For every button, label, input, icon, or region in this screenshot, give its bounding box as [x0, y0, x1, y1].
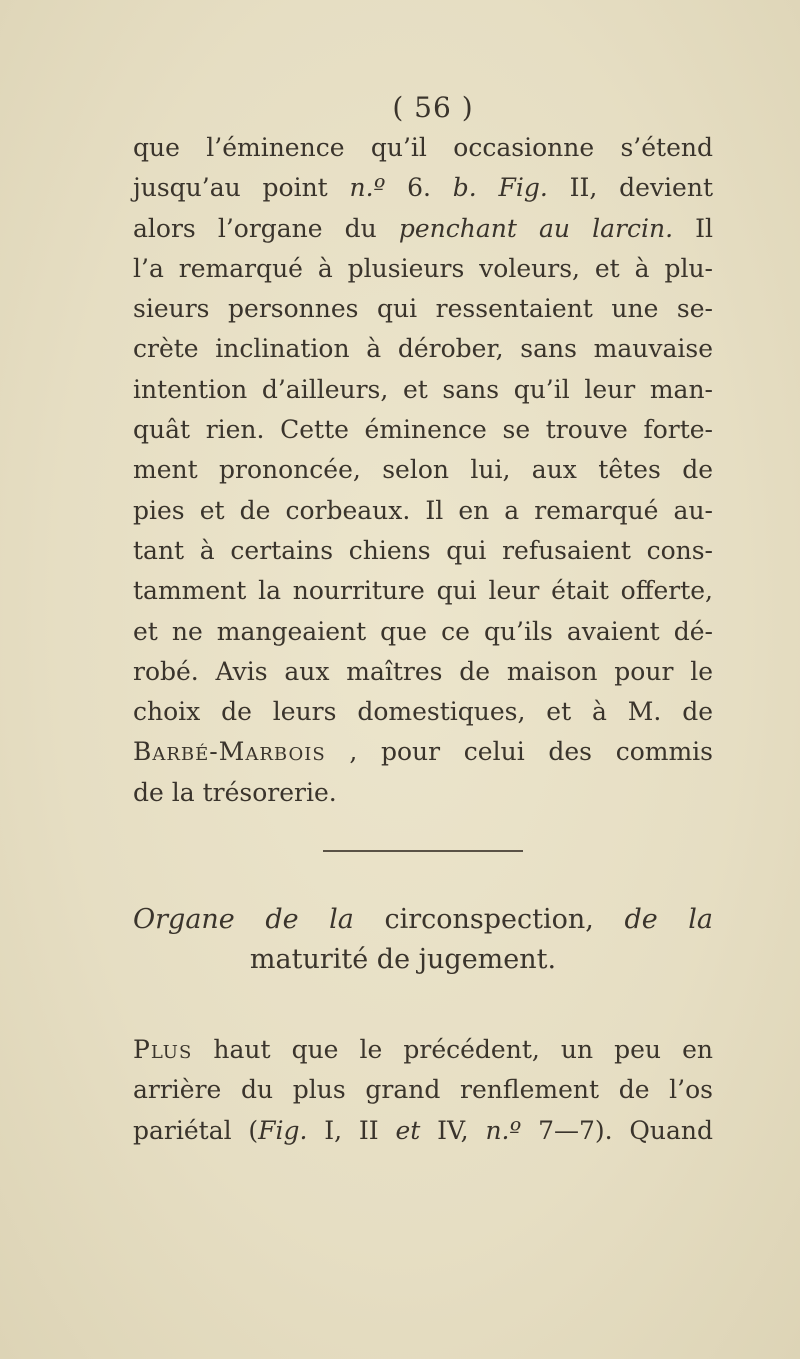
text-line: et ne mangeaient que ce qu’ils avaient dé-	[133, 616, 713, 646]
italic-letter: b.	[452, 173, 477, 203]
text-line: pies et de corbeaux. Il en a remarqué au-	[133, 495, 713, 525]
italic-et: et	[395, 1115, 421, 1145]
italic-organ-name: penchant au larcin.	[398, 213, 674, 243]
text-line: que l’éminence qu’il occasionne s’étend	[133, 133, 713, 162]
text-span: haut que le précédent, un peu en	[213, 1035, 713, 1065]
page-number: ( 56 )	[392, 91, 474, 124]
italic-fig: Fig.	[498, 173, 548, 203]
italic-fig: Fig.	[258, 1115, 308, 1145]
text-line	[133, 1030, 713, 1070]
page-content	[133, 88, 713, 1151]
text-line: arrière du plus grand renflement de l’os	[133, 1075, 713, 1105]
paragraph-circonspection	[133, 1030, 713, 1151]
heading-line	[133, 900, 713, 940]
text-span: IV,	[437, 1115, 469, 1145]
text-line: choix de leurs domestiques, et à M. de	[133, 697, 713, 727]
text-line: tamment la nourriture qui leur était offerte,	[133, 576, 713, 606]
text-span: I, II	[324, 1115, 379, 1145]
text-span: 6.	[407, 173, 431, 203]
text-line: tant à certains chiens qui refusaient cons-	[133, 535, 713, 565]
text-span: II, devient	[569, 173, 713, 203]
text-span: Il	[695, 213, 713, 243]
text-line: intention d’ailleurs, et sans qu’il leur man-	[133, 374, 713, 404]
italic-abbrev: n.º	[349, 173, 386, 203]
text-line: ment prononcée, selon lui, aux têtes de	[133, 455, 713, 485]
text-span: pariétal (	[133, 1115, 259, 1145]
text-line	[133, 209, 713, 249]
small-caps-lead: Plus	[133, 1035, 193, 1065]
text-span: , pour celui des commis	[349, 737, 713, 767]
text-line: quât rien. Cette éminence se trouve forte-	[133, 415, 713, 445]
text-line: robé. Avis aux maîtres de maison pour le	[133, 656, 713, 686]
text-span: jusqu’au point	[133, 173, 328, 203]
text-line: de la trésorerie.	[133, 777, 337, 807]
text-span: 7—7). Quand	[538, 1115, 713, 1145]
text-line: l’a remarqué à plusieurs voleurs, et à plu-	[133, 253, 713, 283]
section-divider	[323, 850, 523, 852]
text-line: crète inclination à dérober, sans mauvaise	[133, 334, 713, 364]
small-caps-name: Barbé-Marbois	[133, 737, 326, 767]
section-heading	[133, 900, 713, 980]
heading-italic: Organe de la	[133, 904, 354, 936]
text-span: alors l’organe du	[133, 213, 377, 243]
paragraph-penchant-au-larcin	[133, 128, 713, 813]
heading-roman: circonspection,	[384, 904, 594, 936]
heading-line: maturité de jugement.	[249, 944, 557, 976]
text-line	[133, 168, 713, 208]
italic-abbrev: n.º	[485, 1115, 522, 1145]
text-line	[133, 732, 713, 772]
heading-italic: de la	[624, 904, 713, 936]
text-line: sieurs personnes qui ressentaient une se-	[133, 294, 713, 324]
text-line	[133, 1111, 713, 1151]
